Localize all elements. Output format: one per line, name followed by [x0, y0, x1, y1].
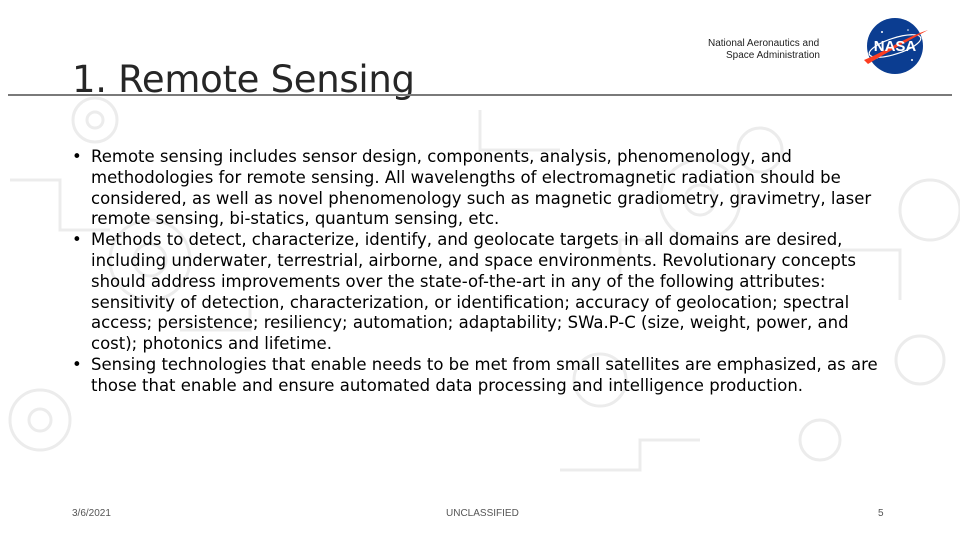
bullet-item-1	[72, 147, 892, 230]
bullet-item-3	[72, 355, 892, 397]
bullet-text-1: Remote sensing includes sensor design, components, analysis, phenomenology, and methodologies for remote sensing. All wavelengths of electromagnetic radiation should be considered, as well as novel phenomenology such as magnetic gradiometry, gravimetry, laser remote sensing, bi-statics, quantum sensing, etc.	[91, 147, 872, 229]
page-number: 5	[878, 508, 884, 519]
footer-classification: UNCLASSIFIED	[446, 508, 519, 519]
agency-name-line-2: Space Administration	[726, 50, 820, 61]
bullet-glyph: •	[72, 230, 82, 250]
nasa-logo-text: NASA	[873, 38, 917, 55]
slide-title: 1. Remote Sensing	[72, 58, 415, 101]
bullet-glyph: •	[72, 147, 82, 166]
agency-name-line-1: National Aeronautics and	[708, 38, 820, 49]
bullet-text-2: Methods to detect, characterize, identify, and geolocate targets in all domains are desired, including underwater, terrestrial, airborne, and space environments. Revolutionary concepts should address improvements over the state-of-the-art in any of the following attributes: sensitivity of detection, characterization, or identification; accuracy of geolocation; spectral access; persistence; resiliency; automation; adaptability; SWa.P-C (size, weight, power, and cost); photonics and lifetime.	[91, 230, 856, 354]
agency-name	[708, 38, 820, 62]
bullet-text-3: Sensing technologies that enable needs to be met from small satellites are emphasized, as are those that enable and ensure automated data processing and intelligence production.	[91, 354, 878, 395]
nasa-logo-icon	[860, 16, 930, 76]
title-divider	[8, 94, 952, 96]
bullet-item-2	[72, 230, 892, 355]
bullet-list	[72, 147, 892, 397]
bullet-glyph: •	[72, 354, 82, 374]
footer-date: 3/6/2021	[72, 508, 111, 519]
